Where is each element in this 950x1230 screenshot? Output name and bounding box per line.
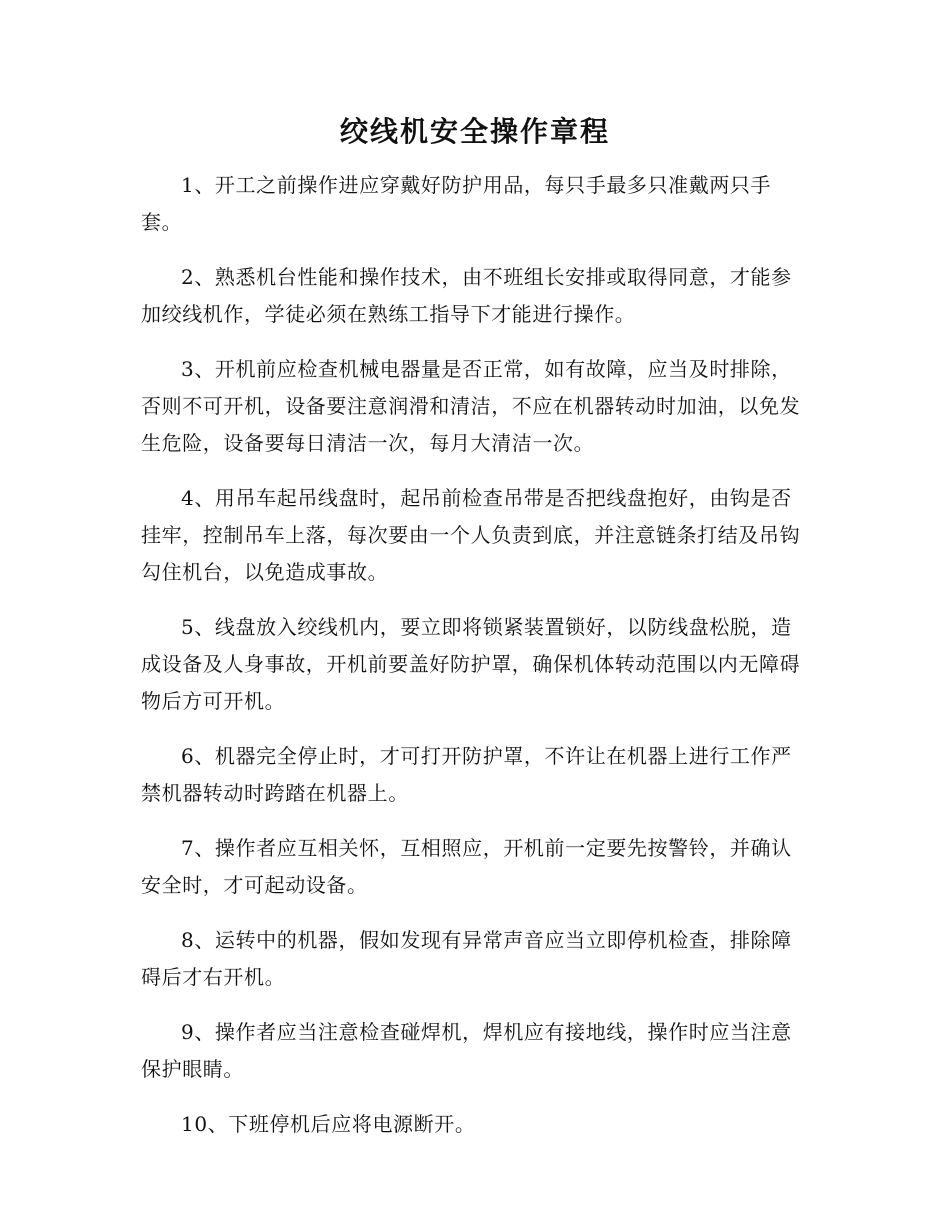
clause-3: 3、开机前应检查机械电器量是否正常，如有故障，应当及时排除，否则不可开机，设备要注意润滑和清洁，不应在机器转动时加油，以免发生危险，设备要每日清洁一次，每月大清洁一次。 — [141, 357, 801, 455]
clause-4: 4、用吊车起吊线盘时，起吊前检查吊带是否把线盘抱好，由钩是否挂牢，控制吊车上落，每次要由一个人负责到底，并注意链条打结及吊钩勾住机台，以免造成事故。 — [141, 486, 801, 584]
document-title: 绞线机安全操作章程 — [339, 115, 610, 148]
clause-9: 9、操作者应当注意检查碰焊机，焊机应有接地线，操作时应当注意保护眼睛。 — [141, 1020, 792, 1081]
clause-8: 8、运转中的机器，假如发现有异常声音应当立即停机检查，排除障碍后才右开机。 — [141, 928, 792, 989]
clause-6: 6、机器完全停止时，才可打开防护罩，不许让在机器上进行工作严禁机器转动时跨踏在机器上。 — [141, 744, 792, 805]
clause-2: 2、熟悉机台性能和操作技术，由不班组长安排或取得同意，才能参加绞线机作，学徒必须在熟练工指导下才能进行操作。 — [141, 265, 792, 326]
clause-5: 5、线盘放入绞线机内，要立即将锁紧装置锁好，以防线盘松脱，造成设备及人身事故，开机前要盖好防护罩，确保机体转动范围以内无障碍物后方可开机。 — [141, 615, 801, 713]
clause-1: 1、开工之前操作进应穿戴好防护用品，每只手最多只准戴两只手套。 — [141, 173, 772, 234]
clause-7: 7、操作者应互相关怀，互相照应，开机前一定要先按警铃，并确认安全时，才可起动设备。 — [141, 836, 792, 897]
clause-list — [141, 167, 806, 1161]
clause-10: 10、下班停机后应将电源断开。 — [181, 1112, 476, 1136]
